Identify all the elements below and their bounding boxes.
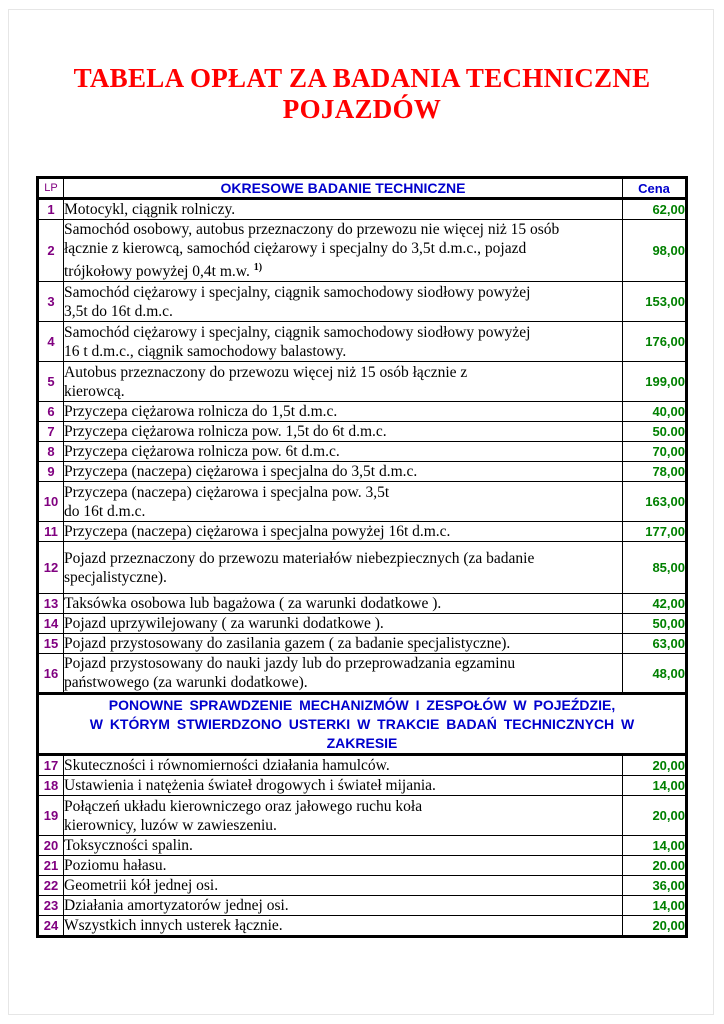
row-price: 20.00 xyxy=(623,856,687,876)
row-lp: 6 xyxy=(38,402,64,422)
table-row xyxy=(38,462,687,482)
row-price: 78,00 xyxy=(623,462,687,482)
row-description-line: do 16t d.m.c. xyxy=(64,502,146,520)
table-row xyxy=(38,614,687,634)
table-row xyxy=(38,796,687,836)
row-lp: 11 xyxy=(38,522,64,542)
row-description: Pojazd przystosowany do zasilania gazem ( za badanie specjalistyczne). xyxy=(64,634,623,654)
table-row xyxy=(38,634,687,654)
row-description: Pojazd uprzywilejowany ( za warunki dodatkowe ). xyxy=(64,614,623,634)
row-price: 14,00 xyxy=(623,776,687,796)
row-lp: 7 xyxy=(38,422,64,442)
document-title-line1: TABELA OPŁAT ZA BADANIA TECHNICZNE xyxy=(73,63,651,93)
row-lp: 5 xyxy=(38,362,64,402)
table-row xyxy=(38,594,687,614)
row-lp: 12 xyxy=(38,542,64,594)
row-description xyxy=(64,654,623,694)
row-description xyxy=(64,796,623,836)
table-row xyxy=(38,282,687,322)
table-row xyxy=(38,362,687,402)
row-description: Przyczepa ciężarowa rolnicza pow. 1,5t do 6t d.m.c. xyxy=(64,422,623,442)
row-description: Ustawienia i natężenia świateł drogowych i świateł mijania. xyxy=(64,776,623,796)
row-description-line: specjalistyczne). xyxy=(64,568,167,586)
row-price: 176,00 xyxy=(623,322,687,362)
row-price: 14,00 xyxy=(623,836,687,856)
row-price: 14,00 xyxy=(623,896,687,916)
header-price: Cena xyxy=(623,178,687,199)
row-description-line: kierownicy, luzów w zawieszeniu. xyxy=(64,816,277,834)
row-description: Działania amortyzatorów jednej osi. xyxy=(64,896,623,916)
row-price: 42,00 xyxy=(623,594,687,614)
row-lp: 15 xyxy=(38,634,64,654)
table-row xyxy=(38,482,687,522)
row-description-line: Pojazd przystosowany do nauki jazdy lub do przeprowadzania egzaminu xyxy=(64,655,516,672)
table-row xyxy=(38,896,687,916)
row-description: Taksówka osobowa lub bagażowa ( za warunki dodatkowe ). xyxy=(64,594,623,614)
row-description-line: Samochód ciężarowy i specjalny, ciągnik samochodowy siodłowy powyżej xyxy=(64,323,531,341)
row-description-line: Pojazd przeznaczony do przewozu materiałów niebezpiecznych (za badanie xyxy=(64,549,535,567)
row-description-line: Samochód ciężarowy i specjalny, ciągnik samochodowy siodłowy powyżej xyxy=(64,283,531,301)
row-price: 199,00 xyxy=(623,362,687,402)
row-price: 50,00 xyxy=(623,614,687,634)
row-price: 40,00 xyxy=(623,402,687,422)
row-price: 48,00 xyxy=(623,654,687,694)
row-lp: 14 xyxy=(38,614,64,634)
row-description xyxy=(64,362,623,402)
table-row xyxy=(38,402,687,422)
row-lp: 23 xyxy=(38,896,64,916)
row-description-line: 16 t d.m.c., ciągnik samochodowy balastowy. xyxy=(64,342,347,360)
row-lp: 3 xyxy=(38,282,64,322)
row-description: Przyczepa (naczepa) ciężarowa i specjalna powyżej 16t d.m.c. xyxy=(64,522,623,542)
row-description: Przyczepa ciężarowa rolnicza pow. 6t d.m.c. xyxy=(64,442,623,462)
row-description: Geometrii kół jednej osi. xyxy=(64,876,623,896)
document-title-line2: POJAZDÓW xyxy=(282,94,442,124)
section-header-line: W KTÓRYM STWIERDZONO USTERKI W TRAKCIE BADAŃ TECHNICZNYCH W xyxy=(89,716,635,732)
row-description-line: państwowego (za warunki dodatkowe). xyxy=(64,674,308,691)
row-price: 20,00 xyxy=(623,796,687,836)
row-price: 50.00 xyxy=(623,422,687,442)
row-description: Przyczepa ciężarowa rolnicza do 1,5t d.m.c. xyxy=(64,402,623,422)
row-price: 163,00 xyxy=(623,482,687,522)
row-description-line: Autobus przeznaczony do przewozu więcej niż 15 osób łącznie z xyxy=(64,363,468,381)
row-description-text: trójkołowy powyżej 0,4t m.w. xyxy=(64,263,250,280)
row-lp: 2 xyxy=(38,220,64,282)
row-description-line: Samochód osobowy, autobus przeznaczony do przewozu nie więcej niż 15 osób xyxy=(64,221,560,238)
row-lp: 18 xyxy=(38,776,64,796)
row-description xyxy=(64,542,623,594)
row-price: 20,00 xyxy=(623,916,687,937)
row-description: Motocykl, ciągnik rolniczy. xyxy=(64,199,623,220)
table-row xyxy=(38,836,687,856)
row-price: 70,00 xyxy=(623,442,687,462)
row-description-line xyxy=(64,258,622,281)
fee-table xyxy=(36,176,688,938)
row-price: 98,00 xyxy=(623,220,687,282)
table-row xyxy=(38,755,687,776)
row-description-line: 3,5t do 16t d.m.c. xyxy=(64,302,173,320)
row-description: Poziomu hałasu. xyxy=(64,856,623,876)
footnote-marker: 1) xyxy=(253,262,263,273)
header-lp: LP xyxy=(38,178,64,199)
row-description-line: Połączeń układu kierowniczego oraz jałowego ruchu koła xyxy=(64,797,423,815)
row-description xyxy=(64,322,623,362)
row-lp: 1 xyxy=(38,199,64,220)
row-price: 177,00 xyxy=(623,522,687,542)
row-price: 153,00 xyxy=(623,282,687,322)
section-header-row xyxy=(38,694,687,755)
table-row xyxy=(38,322,687,362)
row-description xyxy=(64,282,623,322)
row-lp: 21 xyxy=(38,856,64,876)
row-description: Toksyczności spalin. xyxy=(64,836,623,856)
table-row xyxy=(38,776,687,796)
table-row xyxy=(38,442,687,462)
row-lp: 22 xyxy=(38,876,64,896)
row-lp: 24 xyxy=(38,916,64,937)
table-row xyxy=(38,422,687,442)
row-price: 20,00 xyxy=(623,755,687,776)
table-row xyxy=(38,199,687,220)
row-lp: 10 xyxy=(38,482,64,522)
table-header-row xyxy=(38,178,687,199)
table-row xyxy=(38,654,687,694)
section-header xyxy=(38,694,687,755)
row-description: Skuteczności i równomierności działania hamulców. xyxy=(64,755,623,776)
row-price: 36,00 xyxy=(623,876,687,896)
header-description: OKRESOWE BADANIE TECHNICZNE xyxy=(64,178,623,199)
table-row xyxy=(38,522,687,542)
row-price: 85,00 xyxy=(623,542,687,594)
row-description: Przyczepa (naczepa) ciężarowa i specjalna do 3,5t d.m.c. xyxy=(64,462,623,482)
row-lp: 20 xyxy=(38,836,64,856)
row-lp: 8 xyxy=(38,442,64,462)
row-lp: 16 xyxy=(38,654,64,694)
row-description xyxy=(64,482,623,522)
row-description-line: kierowcą. xyxy=(64,382,125,400)
row-description xyxy=(64,220,623,282)
table-row xyxy=(38,856,687,876)
row-lp: 17 xyxy=(38,755,64,776)
row-price: 63,00 xyxy=(623,634,687,654)
table-row xyxy=(38,220,687,282)
row-description-line: łącznie z kierowcą, samochód ciężarowy i specjalny do 3,5t d.m.c., pojazd xyxy=(64,240,527,257)
row-description-line: Przyczepa (naczepa) ciężarowa i specjalna pow. 3,5t xyxy=(64,483,390,501)
row-lp: 4 xyxy=(38,322,64,362)
row-description: Wszystkich innych usterek łącznie. xyxy=(64,916,623,937)
row-lp: 19 xyxy=(38,796,64,836)
table-row xyxy=(38,916,687,937)
section-header-line: ZAKRESIE xyxy=(326,735,398,751)
section-header-line: PONOWNE SPRAWDZENIE MECHANIZMÓW I ZESPOŁÓW W POJEŹDZIE, xyxy=(108,697,616,713)
table-row xyxy=(38,542,687,594)
row-lp: 9 xyxy=(38,462,64,482)
row-price: 62,00 xyxy=(623,199,687,220)
row-lp: 13 xyxy=(38,594,64,614)
table-row xyxy=(38,876,687,896)
